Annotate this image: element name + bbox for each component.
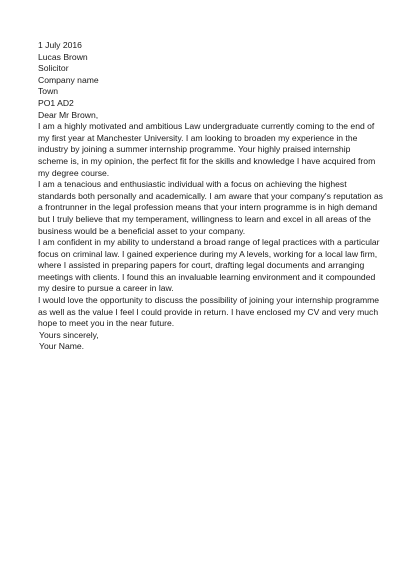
paragraph-line: business would be a beneficial asset to your company.	[38, 225, 246, 236]
paragraph-intro	[38, 121, 398, 179]
paragraph-line: where I assisted in preparing papers for court, drafting legal documents and arranging	[38, 260, 365, 271]
paragraph-line: a frontrunner in the legal profession means that your intern programme is in high demand	[38, 202, 378, 213]
paragraph-line: as well as the value I feel I could provide in return. I have enclosed my CV and very much	[38, 306, 379, 317]
signature-name: Your Name.	[39, 341, 85, 352]
paragraph-closing	[38, 295, 398, 330]
letter-date: 1 July 2016	[38, 40, 82, 50]
paragraph-line: I am a highly motivated and ambitious Law undergraduate currently coming to the end of	[38, 121, 375, 132]
paragraph-line: my first year at Manchester University. I am looking to broaden my experience in the	[38, 132, 358, 143]
paragraph-line: I am a tenacious and enthusiastic individual with a focus on achieving the highest	[38, 179, 347, 190]
paragraph-line: meetings with clients. I found this an invaluable learning environment and it compounded	[38, 271, 376, 282]
paragraph-line: my desire to pursue a career in law.	[38, 283, 174, 294]
recipient-postcode: PO1 AD2	[38, 97, 74, 108]
recipient-company: Company name	[38, 74, 99, 85]
paragraph-experience	[38, 237, 398, 295]
paragraph-line: standards both personally and academically. I am aware that your company's reputation as	[38, 190, 383, 201]
paragraph-line: focus on criminal law. I gained experience during my A levels, working for a local law firm,	[38, 248, 378, 259]
paragraph-personality	[38, 179, 398, 237]
paragraph-line: I am confident in my ability to understand a broad range of legal practices with a particular	[38, 237, 380, 248]
recipient-title: Solicitor	[38, 63, 69, 74]
paragraph-line: hope to meet you in the near future.	[38, 318, 175, 329]
recipient-town: Town	[38, 86, 59, 97]
recipient-name: Lucas Brown	[38, 51, 88, 62]
paragraph-line: my degree course.	[38, 167, 110, 178]
paragraph-line: but I truly believe that my temperament, willingness to learn and excel in all areas of the	[38, 213, 371, 224]
paragraph-line: scheme is, in my opinion, the perfect fit for the skills and knowledge I have acquired from	[38, 155, 376, 166]
paragraph-line: industry by joining a summer internship programme. Your highly praised internship	[38, 144, 351, 155]
paragraph-line: I would love the opportunity to discuss the possibility of joining your internship programme	[38, 295, 380, 306]
closing-phrase: Yours sincerely,	[39, 329, 99, 340]
salutation: Dear Mr Brown,	[38, 109, 99, 120]
cover-letter	[38, 40, 398, 353]
